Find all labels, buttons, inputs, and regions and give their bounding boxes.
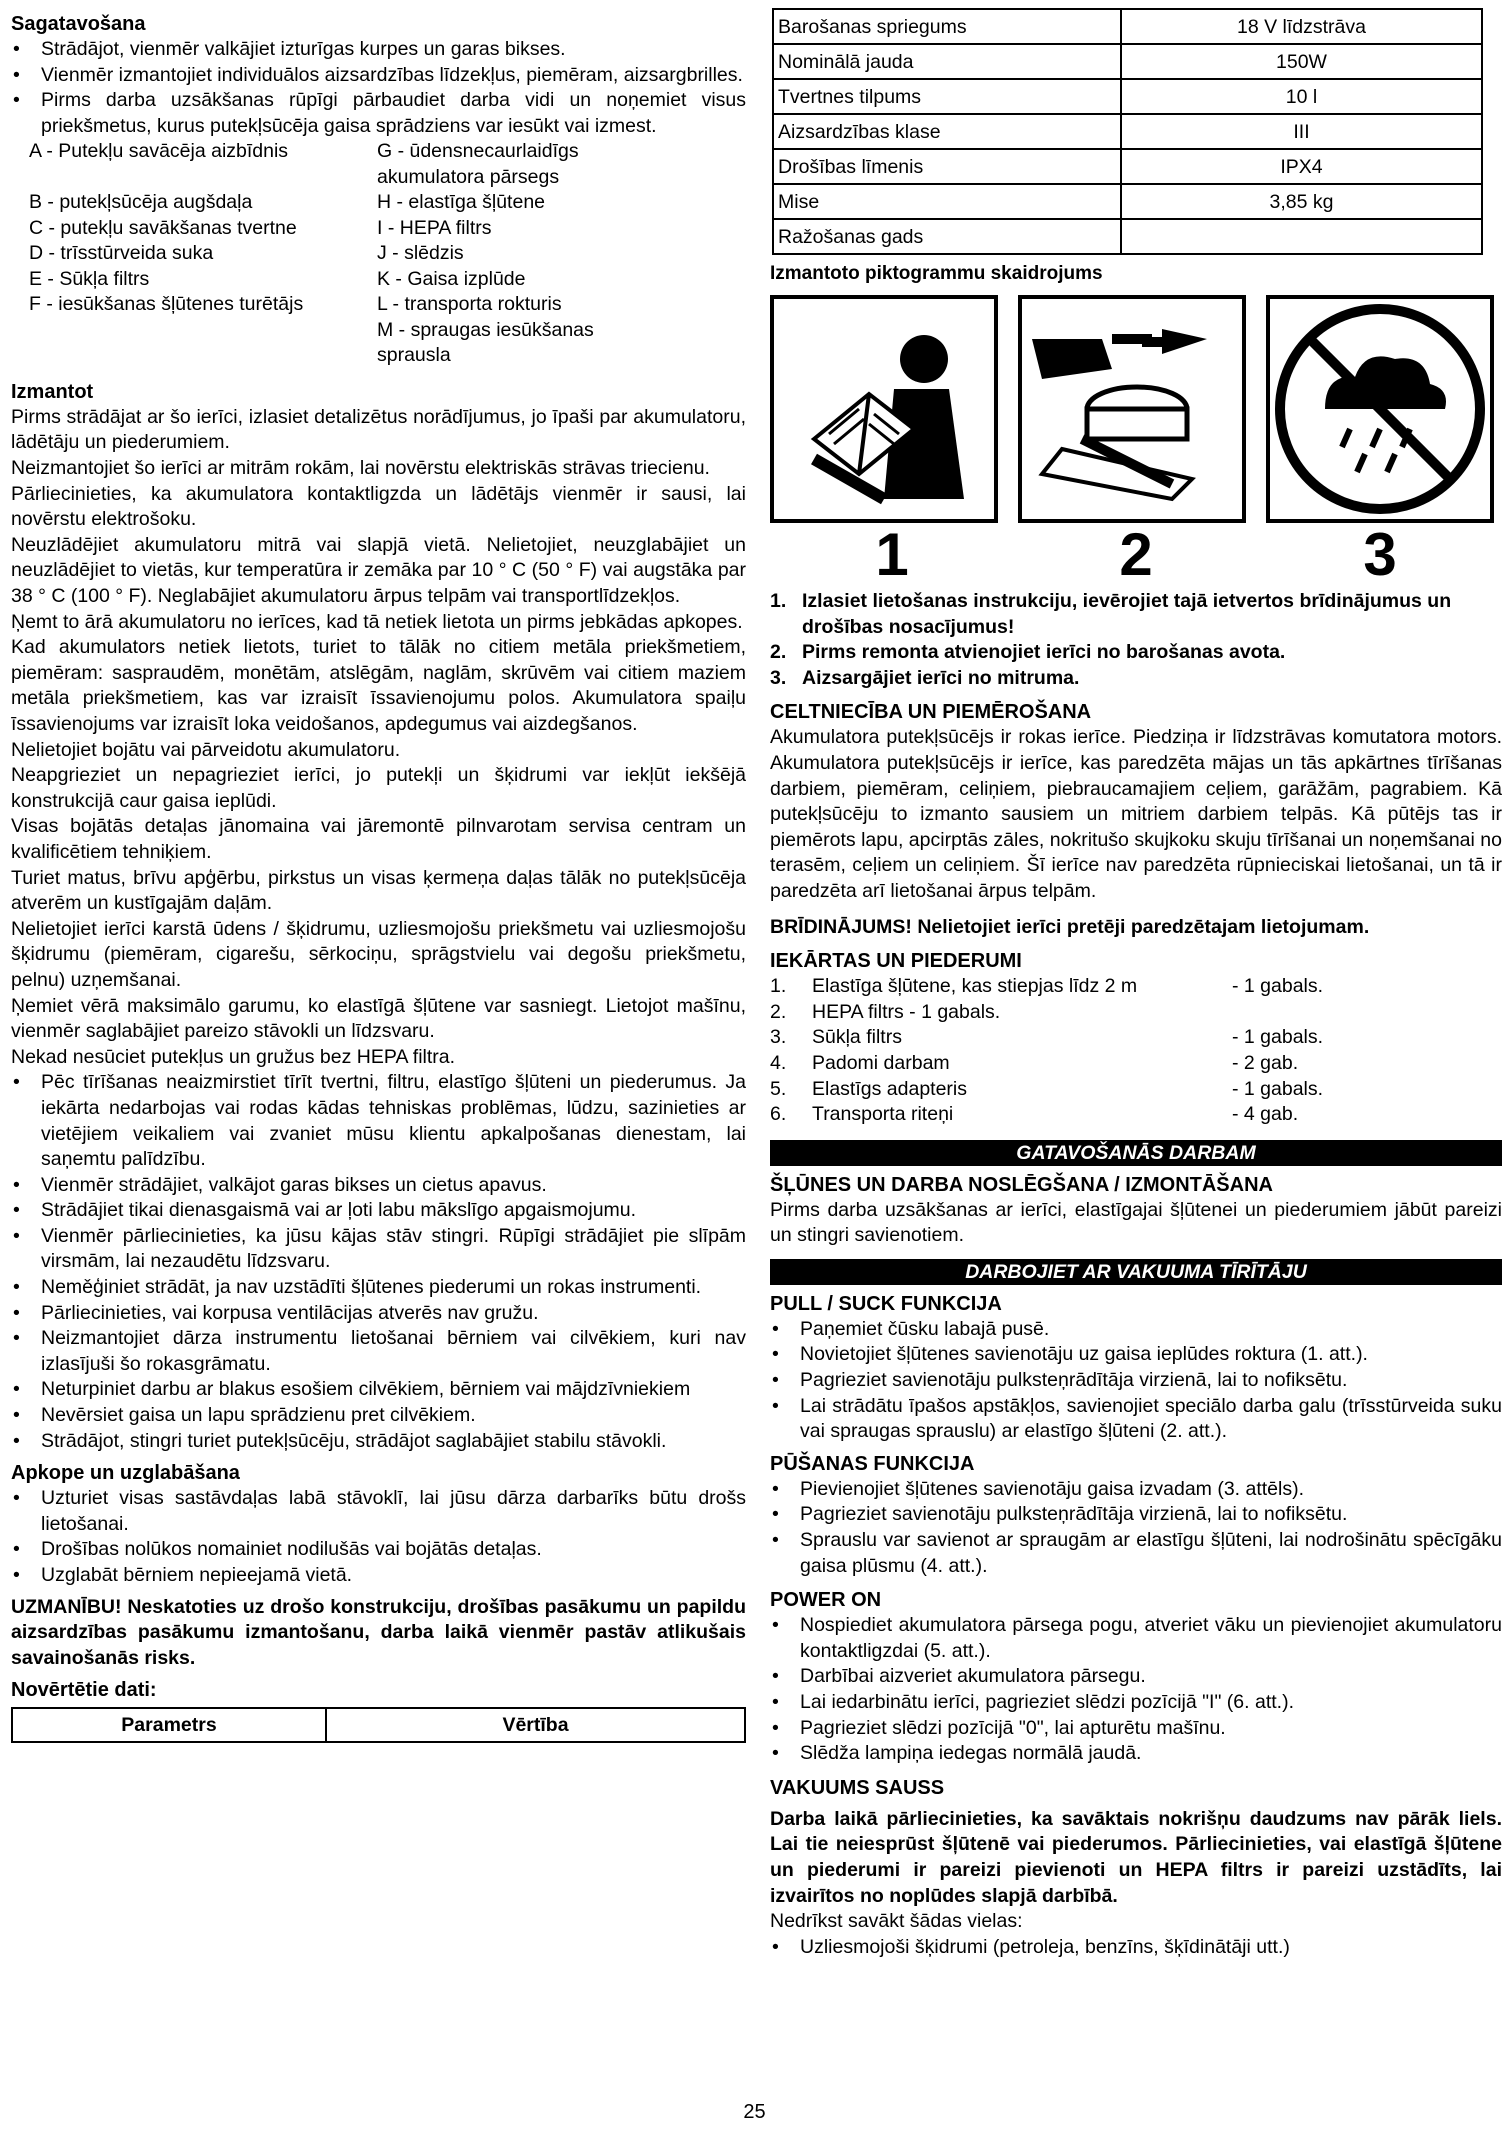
- list-item: • Novietojiet šļūtenes savienotāju uz gaisa ieplūdes roktura (1. att.).: [770, 1342, 1502, 1368]
- part-label: D - trīsstūrveida suka: [29, 242, 214, 265]
- spec-label: Ražošanas gads: [773, 219, 1121, 254]
- paragraph: Nekad nesūciet putekļus un gružus bez HEPA filtra.: [11, 1045, 456, 1068]
- part-label: L - transporta rokturis: [377, 293, 562, 316]
- part-label: H - elastīga šļūtene: [377, 191, 546, 214]
- part-label: G - ūdensnecaurlaidīgs akumulatora pārsegs: [377, 140, 579, 188]
- sagatavosana-list: [11, 37, 746, 139]
- heading-pusana: PŪŠANAS FUNKCIJA: [770, 1452, 975, 1475]
- paragraph: Pārliecinieties, ka akumulatora kontaktligzda un lādētājs vienmēr ir sausi, lai novērstu elektrošoku.: [11, 482, 746, 531]
- parts-right-column: [377, 139, 746, 369]
- table-row: [773, 79, 1482, 114]
- pull-list: [770, 1317, 1502, 1445]
- list-item: • Uzglabāt bērniem nepieejamā vietā.: [11, 1563, 746, 1589]
- list-item: • Darbībai aizveriet akumulatora pārsegu.: [770, 1664, 1502, 1690]
- spec-value: 18 V līdzstrāva: [1121, 9, 1482, 44]
- paragraph: Pirms strādājat ar šo ierīci, izlasiet detalizētus norādījumus, jo īpaši par akumulatoru, lādētāju un piederumiem.: [11, 405, 746, 454]
- spec-label: Nominālā jauda: [773, 44, 1121, 79]
- spec-value: 3,85 kg: [1121, 184, 1482, 219]
- table-row: [773, 219, 1482, 254]
- part-label: C - putekļu savākšanas tvertne: [29, 216, 297, 239]
- heading-pull: PULL / SUCK FUNKCIJA: [770, 1292, 1002, 1315]
- spec-label: Aizsardzības klase: [773, 114, 1121, 149]
- spec-label: Tvertnes tilpums: [773, 79, 1121, 114]
- list-item: • Uzliesmojoši šķidrumi (petroleja, benzīns, šķīdinātāji utt.): [770, 1935, 1502, 1961]
- spec-label: Barošanas spriegums: [773, 9, 1121, 44]
- izmantot-list: [11, 1070, 746, 1454]
- pictogram-number: 3: [1363, 521, 1397, 588]
- list-item: • Neizmantojiet dārza instrumentu lietošanai bērniem vai cilvēkiem, kuri nav izlasījuši šo rokasgrāmatu.: [11, 1326, 746, 1377]
- paragraph: Neizmantojiet šo ierīci ar mitrām rokām, lai novērstu elektriskās strāvas triecienu.: [11, 457, 710, 480]
- heading-iekartas: IEKĀRTAS UN PIEDERUMI: [770, 950, 1022, 973]
- right-column: [770, 8, 1502, 1960]
- power-list: [770, 1613, 1502, 1767]
- spec-label: Mise: [773, 184, 1121, 219]
- column-header-parameter: Parametrs: [12, 1708, 326, 1742]
- list-item: • Neměģiniet strādāt, ja nav uzstādīti šļūtenes piederumi un rokas instrumenti.: [11, 1275, 746, 1301]
- equipment-list: [770, 974, 1502, 1128]
- paragraph: Nelietojiet ierīci karstā ūdens / šķidrumu, uzliesmojošu priekšmetu vai uzliesmojošu šķidrumu (piemēram, cigarešu, sērkociņu, sprāgstvielu vai degošu priekšmetu, pelnu) uzņemšanai.: [11, 917, 746, 991]
- list-item: • Pievienojiet šļūtenes savienotāju gaisa izvadam (3. attēls).: [770, 1477, 1502, 1503]
- list-item: • Pagrieziet savienotāju pulksteņrādītāja virzienā, lai to nofiksētu.: [770, 1502, 1502, 1528]
- list-item: • Drošības nolūkos nomainiet nodilušās vai bojātās detaļas.: [11, 1537, 746, 1563]
- spec-value: [1121, 219, 1482, 254]
- list-item: • Sprauslu var savienot ar spraugām ar elastīgu šļūteni, lai nodrošinātu spēcīgāku gaisa plūsmu (4. att.).: [770, 1528, 1502, 1579]
- list-item: 1. Izlasiet lietošanas instrukciju, ievērojiet tajā ietvertos brīdinājumus un drošības nosacījumus!: [770, 590, 1452, 638]
- pusana-list: [770, 1477, 1502, 1579]
- section-banner-darbojiet: DARBOJIET AR VAKUUMA TĪRĪTĀJU: [770, 1259, 1502, 1285]
- list-item: • Pārliecinieties, vai korpusa ventilācijas atverēs nav gružu.: [11, 1301, 746, 1327]
- section-banner-gatavosanas: GATAVOŠANĀS DARBAM: [770, 1140, 1502, 1166]
- table-row: [773, 114, 1482, 149]
- apkope-list: [11, 1486, 746, 1588]
- read-manual-icon: [770, 295, 998, 523]
- part-label: F - iesūkšanas šļūtenes turētājs: [29, 293, 304, 316]
- list-item: 3. Sūkļa filtrs - 1 gabals.: [770, 1026, 1324, 1049]
- list-item: 1. Elastīga šļūtene, kas stiepjas līdz 2 m - 1 gabals.: [770, 975, 1324, 998]
- vakuums-list: [770, 1935, 1502, 1961]
- part-label: B - putekļsūcēja augšdaļa: [29, 191, 253, 214]
- list-item: • Nevērsiet gaisa un lapu sprādzienu pret cilvēkiem.: [11, 1403, 746, 1429]
- heading-novertetie: Novērtētie dati:: [11, 1679, 157, 1702]
- list-item: • Strādājiet tikai dienasgaismā vai ar ļoti labu mākslīgo apgaismojumu.: [11, 1198, 746, 1224]
- part-label: A - Putekļu savācēja aizbīdnis: [29, 140, 289, 163]
- list-item: • Neturpiniet darbu ar blakus esošiem cilvēkiem, bērniem vai mājdzīvniekiem: [11, 1377, 746, 1403]
- paragraph: Turiet matus, brīvu apģērbu, pirkstus un visas ķermeņa daļas tālāk no putekļsūcēja atverēm un kustīgajām daļām.: [11, 866, 746, 915]
- heading-sagatavosana: Sagatavošana: [11, 13, 146, 35]
- pictogram-row: [770, 295, 1502, 523]
- list-item: • Lai strādātu īpašos apstākļos, savienojiet speciālo darba galu (trīsstūrveida suku vai spraugas sprauslu) ar elastīgo šļūteni (2. att.).: [770, 1394, 1502, 1445]
- part-label: I - HEPA filtrs: [377, 216, 492, 239]
- table-row: [773, 9, 1482, 44]
- paragraph: Neuzlādējiet akumulatoru mitrā vai slapjā vietā. Nelietojiet, neuzglabājiet un neuzlādējiet to vietās, kur temperatūra ir zemāka par 10 ° C (50 ° F) vai augstāka par 38 ° C (100 ° F). Neglabājiet akumulatoru ārpus telpām vai transportlīdzekļos.: [11, 533, 746, 608]
- pictogram-number: 1: [875, 521, 909, 588]
- list-item: • Paņemiet čūsku labajā pusē.: [770, 1317, 1502, 1343]
- part-label: J - slēdzis: [377, 242, 464, 265]
- list-item: • Uzturiet visas sastāvdaļas labā stāvoklī, lai jūsu dārza darbarīks būtu drošs lietošanai.: [11, 1486, 746, 1537]
- list-item: 2. HEPA filtrs - 1 gabals.: [770, 1000, 1001, 1023]
- protect-from-moisture-icon: [1266, 295, 1494, 523]
- list-item: • Vienmēr strādājiet, valkājot garas bikses un cietus apavus.: [11, 1173, 746, 1199]
- parameter-table-header: [11, 1707, 746, 1743]
- heading-slunes: ŠĻŪNES UN DARBA NOSLĒGŠANA / IZMONTĀŠANA: [770, 1173, 1273, 1196]
- list-item: • Pēc tīrīšanas neaizmirstiet tīrīt tvertni, filtru, elastīgo šļūteni un piederumus. Ja iekārta nedarbojas vai rodas kādas tehniskas problēmas, lūdzu, sazinieties ar vietējiem veikaliem vai zvaniet mūsu klientu apkalpošanas dienestam, lai saņemtu palīdzību.: [11, 1070, 746, 1172]
- list-item: • Slēdža lampiņa iedegas normālā jaudā.: [770, 1741, 1502, 1767]
- heading-vakuums: VAKUUMS SAUSS: [770, 1776, 945, 1799]
- warning-paragraph: BRĪDINĀJUMS! Nelietojiet ierīci pretēji paredzētajam lietojumam.: [770, 915, 1370, 938]
- parts-legend: [29, 139, 746, 369]
- list-item: 5. Elastīgs adapteris - 1 gabals.: [770, 1077, 1324, 1100]
- part-label: K - Gaisa izplūde: [377, 267, 526, 290]
- part-label: E - Sūkļa filtrs: [29, 267, 150, 290]
- paragraph: Ņemiet vērā maksimālo garumu, ko elastīgā šļūtene var sasniegt. Lietojot mašīnu, vienmēr saglabājiet pareizo stāvokli un līdzsvaru.: [11, 994, 746, 1043]
- table-row: [773, 149, 1482, 184]
- list-item: 2. Pirms remonta atvienojiet ierīci no barošanas avota.: [770, 641, 1286, 664]
- list-item: • Pirms darba uzsākšanas rūpīgi pārbaudiet darba vidi un noņemiet visus priekšmetus, kurus putekļsūcēja gaisa sprādziens var iesūkt vai izmest.: [11, 88, 746, 139]
- list-item: • Strādājot, stingri turiet putekļsūcēju, strādājot saglabājiet stabilu stāvokli.: [11, 1429, 746, 1455]
- list-item: • Pagrieziet savienotāju pulksteņrādītāja virzienā, lai to nofiksētu.: [770, 1368, 1502, 1394]
- disconnect-before-repair-icon: [1018, 295, 1246, 523]
- pictogram-numbers: [770, 521, 1502, 588]
- list-item: 3. Aizsargājiet ierīci no mitruma.: [770, 666, 1080, 689]
- table-row: [773, 184, 1482, 219]
- heading-apkope: Apkope un uzglabāšana: [11, 1462, 240, 1485]
- list-item: • Lai iedarbinātu ierīci, pagrieziet slēdzi pozīcijā "I" (6. att.).: [770, 1690, 1502, 1716]
- list-item: • Vienmēr izmantojiet individuālos aizsardzības līdzekļus, piemēram, aizsargbrilles.: [11, 63, 746, 89]
- column-header-value: Vērtība: [326, 1708, 745, 1742]
- spec-label: Drošības līmenis: [773, 149, 1121, 184]
- parts-left-column: [29, 139, 377, 369]
- spec-value: 10 l: [1121, 79, 1482, 114]
- heading-celtniecibai: CELTNIECĪBA UN PIEMĒROŠANA: [770, 701, 1092, 724]
- list-item: • Strādājot, vienmēr valkājiet izturīgas kurpes un garas bikses.: [11, 37, 746, 63]
- paragraph: Darba laikā pārliecinieties, ka savāktais nokrišņu daudzums nav pārāk liels. Lai tie neiesprūst šļūtenē vai piederumos. Pārliecinieties, vai elastīgā šļūtene un piederumi ir pareizi pievienoti un HEPA filtrs ir pareizi uzstādīts, lai izvairītos no noplūdes slapjā darbībā.: [770, 1807, 1502, 1907]
- heading-izmantot: Izmantot: [11, 380, 94, 403]
- part-label: M - spraugas iesūkšanas sprausla: [377, 318, 594, 367]
- paragraph: Nedrīkst savākt šādas vielas:: [770, 1910, 1023, 1933]
- heading-power: POWER ON: [770, 1589, 882, 1612]
- paragraph: Pirms darba uzsākšanas ar ierīci, elastīgajai šļūtenei un piederumiem jābūt pareizi un stingri savienotiem.: [770, 1198, 1502, 1247]
- list-item: • Nospiediet akumulatora pārsega pogu, atveriet vāku un pievienojiet akumulatoru kontaktligzdai (5. att.).: [770, 1613, 1502, 1664]
- list-item: • Vienmēr pārliecinieties, ka jūsu kājas stāv stingri. Rūpīgi strādājiet pie slīpām virsmām, lai nezaudētu līdzsvaru.: [11, 1224, 746, 1275]
- list-item: • Pagrieziet slēdzi pozīcijā "0", lai apturētu mašīnu.: [770, 1716, 1502, 1742]
- left-column: [11, 8, 746, 1743]
- spec-value: III: [1121, 114, 1482, 149]
- list-item: 4. Padomi darbam - 2 gab.: [770, 1051, 1299, 1074]
- paragraph: Nelietojiet bojātu vai pārveidotu akumulatoru.: [11, 738, 401, 761]
- paragraph: Ņemt to ārā akumulatoru no ierīces, kad tā netiek lietota un pirms jebkādas apkopes.: [11, 610, 743, 633]
- paragraph: Visas bojātās detaļas jānomaina vai jāremontē pilnvarotam servisa centram un kvalificētiem tehniķiem.: [11, 815, 746, 863]
- pictogram-legend: [770, 589, 1502, 691]
- paragraph: Neapgrieziet un nepagrieziet ierīci, jo putekļi un šķidrumi var iekļūt iekšējā konstrukcijā caur gaisa ieplūdi.: [11, 764, 746, 812]
- caution-paragraph: UZMANĪBU! Neskatoties uz drošo konstrukciju, drošības pasākumu un papildu aizsardzības pasākumu izmantošanu, darba laikā vienmēr pastāv atlikušais savainošanās risks.: [11, 1595, 746, 1669]
- heading-piktogrammu: Izmantoto piktogrammu skaidrojums: [770, 263, 1103, 284]
- spec-table: [772, 8, 1483, 255]
- paragraph: Kad akumulators netiek lietots, turiet to tālāk no citiem metāla priekšmetiem, piemēram: saspraudēm, monētām, atslēgām, naglām, skrūvēm vai citiem maziem metāla priekšmetiem, kas var izraisīt īssavienojumu polos. Akumulatora spaiļu īssavienojums var izraisīt loka veidošanos, apdegumus vai aizdegšanos.: [11, 636, 746, 735]
- paragraph: Akumulatora putekļsūcējs ir rokas ierīce. Piedziņa ir līdzstrāvas komutatora motors. Akumulatora putekļsūcējs ir ierīce, kas paredzēta mājas un tās apkārtnes tīrīšanas darbiem, piemēram, celiņiem, piebraucamajiem ceļiem, garāžām, pagrabiem. Kā putekļsūcēju to izmanto sausiem un mitriem darbiem telpās. Kā pūtējs tas ir piemērots lapu, apcirptās zāles, nokritušo skujkoku skuju tīrīšanai un noņemšanai no terasēm, ceļiem un celiņiem. Šī ierīce nav paredzēta rūpnieciskai lietošanai, un tā ir paredzēta arī lietošanai ārpus telpām.: [770, 726, 1502, 902]
- page-number: 25: [743, 2101, 766, 2123]
- pictogram-number: 2: [1119, 521, 1153, 588]
- list-item: 6. Transporta riteņi - 4 gab.: [770, 1103, 1299, 1126]
- spec-value: IPX4: [1121, 149, 1482, 184]
- spec-value: 150W: [1121, 44, 1482, 79]
- table-row: [773, 44, 1482, 79]
